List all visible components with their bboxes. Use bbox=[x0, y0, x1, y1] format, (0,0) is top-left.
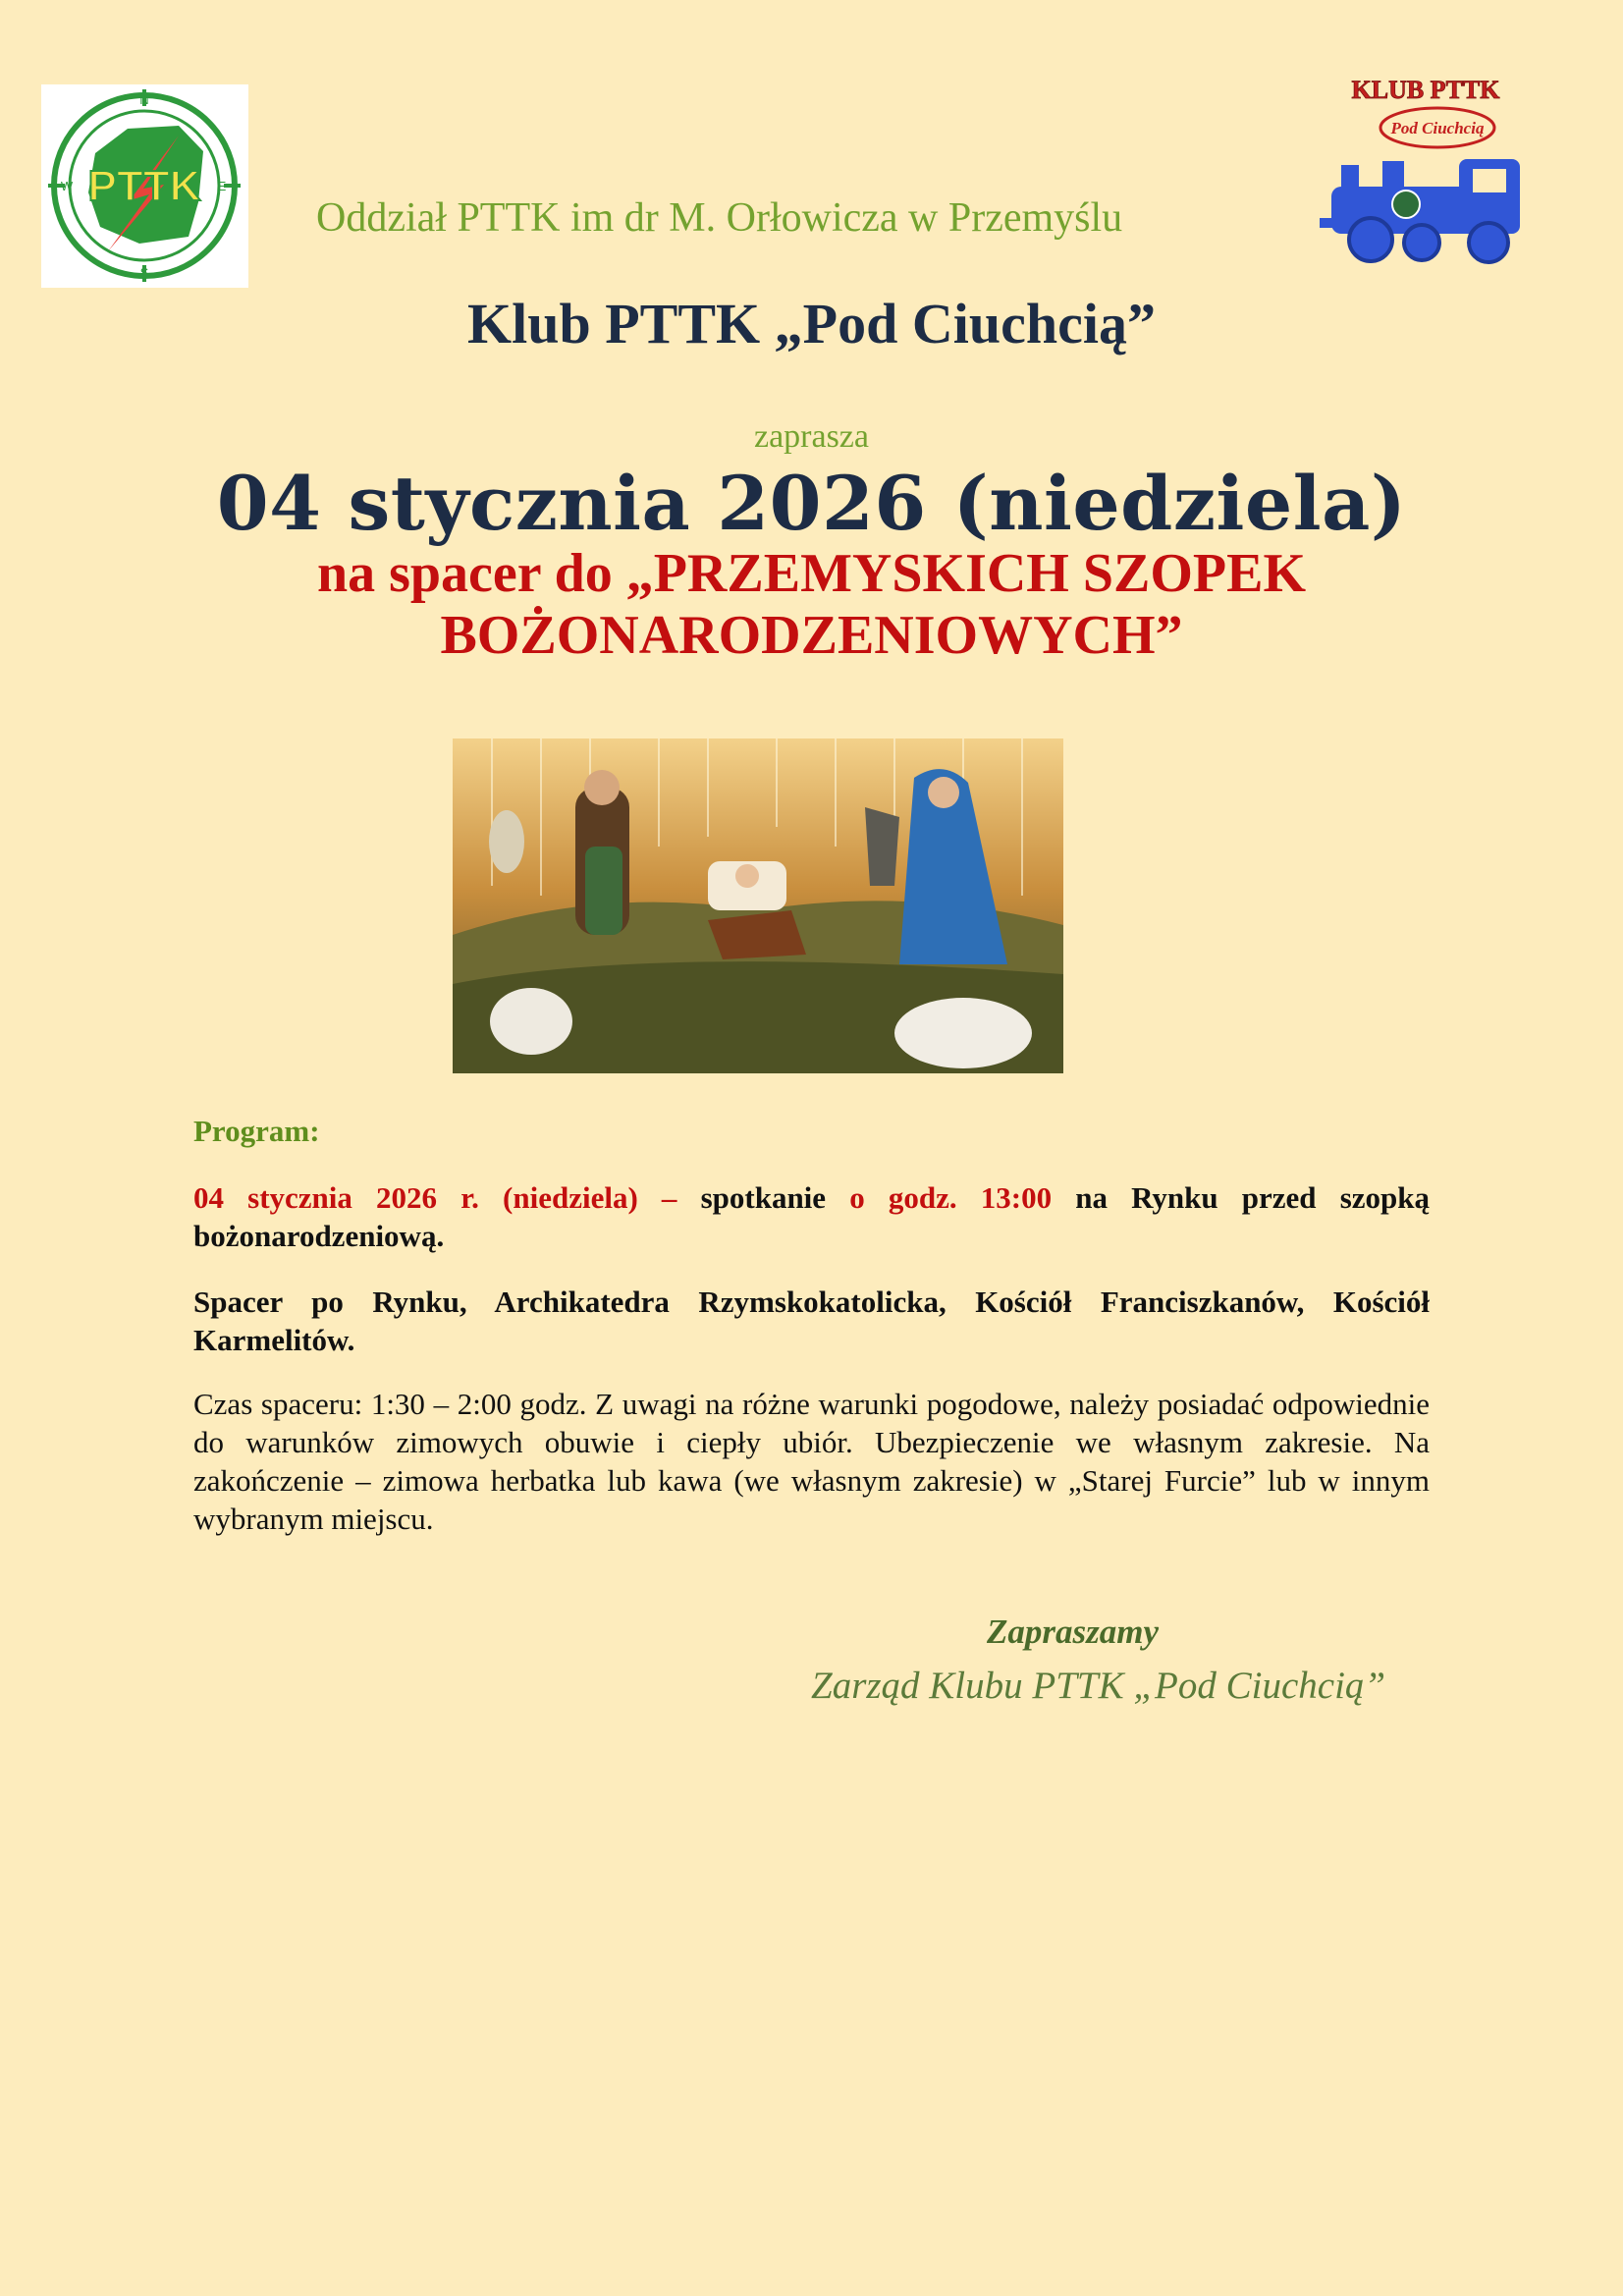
program-meeting-paragraph bbox=[193, 1178, 1430, 1255]
program-meeting-text: spotkanie bbox=[676, 1180, 850, 1215]
steam-locomotive-icon bbox=[1312, 71, 1540, 277]
pttk-logo-letters: PTTK bbox=[87, 162, 201, 210]
program-place: na Rynku przed szopką bożonarodzeniową. bbox=[193, 1180, 1430, 1253]
invites-text: zaprasza bbox=[753, 418, 869, 455]
event-title-line-2: BOŻONARODZENIOWYCH” bbox=[440, 605, 1183, 666]
klub-logo-top-text: KLUB PTTK bbox=[1351, 76, 1500, 104]
compass-s-label: S bbox=[139, 265, 149, 280]
nativity-scene-icon bbox=[453, 738, 1063, 1073]
pttk-compass-icon bbox=[41, 84, 248, 288]
compass-e-label: E bbox=[217, 179, 227, 193]
program-details-paragraph: Czas spaceru: 1:30 – 2:00 godz. Z uwagi na różne warunki pogodowe, należy posiadać odpowiednie do warunków zimowych obuwie i ciepły ubiór. Ubezpieczenie we własnym zakresie. Na zakończenie – zimowa herbatka lub kawa (we własnym zakresie) w „Starej Furcie” lub w innym wybranym miejscu. bbox=[193, 1387, 1430, 1536]
compass-w-label: W bbox=[60, 179, 74, 193]
event-title-line-1: na spacer do „PRZEMYSKICH SZOPEK bbox=[316, 543, 1307, 604]
signature-invite: Zapraszamy bbox=[987, 1613, 1159, 1651]
program-label: Program: bbox=[193, 1114, 320, 1148]
department-name: Oddział PTTK im dr M. Orłowicza w Przemyślu bbox=[316, 195, 1123, 241]
compass-n-label: N bbox=[139, 92, 149, 107]
program-route-paragraph: Spacer po Rynku, Archikatedra Rzymskokatolicka, Kościół Franciszkanów, Kościół Karmelitów. bbox=[193, 1285, 1430, 1357]
program-time: o godz. 13:00 bbox=[849, 1180, 1053, 1215]
program-date: 04 stycznia 2026 r. (niedziela) – bbox=[193, 1180, 677, 1215]
klub-logo-banner-text: Pod Ciuchcią bbox=[1390, 119, 1485, 137]
event-date-heading: 04 stycznia 2026 (niedziela) bbox=[216, 460, 1407, 547]
club-name: Klub PTTK „Pod Ciuchcią” bbox=[467, 292, 1156, 355]
klub-logo bbox=[1312, 71, 1540, 277]
signature-board: Zarząd Klubu PTTK „Pod Ciuchcią” bbox=[811, 1665, 1386, 1707]
pttk-logo bbox=[41, 84, 248, 288]
nativity-scene-image bbox=[453, 738, 1063, 1073]
